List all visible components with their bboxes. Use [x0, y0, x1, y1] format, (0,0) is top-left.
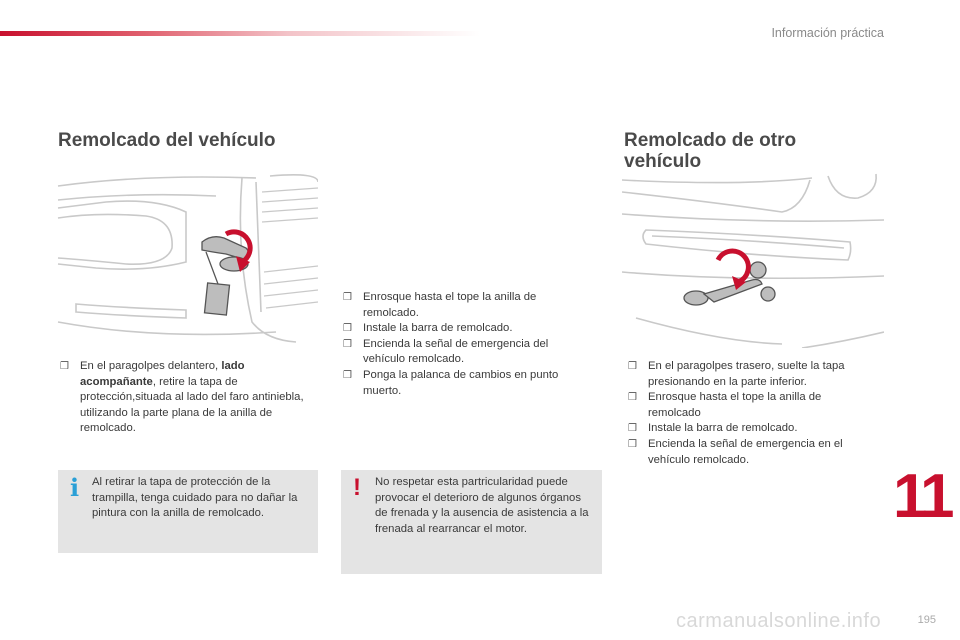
- checkbox-bullet-icon: ❒: [628, 438, 637, 450]
- page-number: 195: [917, 614, 936, 626]
- warning-note-text: No respetar esta partricularidad puede provocar el deterioro de algunos órganos de frenada y la ausencia de asistencia a la frenada al rearrancar el motor.: [375, 476, 589, 535]
- left-section-title: Remolcado del vehículo: [58, 130, 276, 151]
- front-bumper-illustration: [56, 172, 318, 344]
- exclamation-icon: !: [353, 474, 361, 501]
- list-item: ❒ En el paragolpes trasero, suelte la tapa presionando en la parte inferior.: [628, 360, 845, 388]
- header-accent-bar: [0, 31, 480, 36]
- rear-bumper-illustration: [622, 172, 884, 348]
- warning-note: [341, 470, 602, 574]
- info-note: [58, 470, 318, 553]
- checkbox-bullet-icon: ❒: [343, 323, 352, 335]
- checkbox-bullet-icon: ❒: [628, 392, 637, 404]
- list-item: ❒ Encienda la señal de emergencia en el vehículo remolcado.: [628, 437, 843, 466]
- checkbox-bullet-icon: ❒: [343, 338, 352, 350]
- right-bullet-list: [626, 359, 876, 468]
- list-item: ❒ Enrosque hasta el tope la anilla de remolcado: [628, 391, 822, 419]
- checkbox-bullet-icon: ❒: [343, 369, 352, 381]
- list-item: ❒ En el paragolpes delantero, lado acompañante, retire la tapa de protección,situada al lado del faro antiniebla, utilizando la parte plana de la anilla de remolcado.: [60, 360, 304, 435]
- middle-bullet-list: [341, 290, 591, 399]
- checkbox-bullet-icon: ❒: [343, 292, 352, 303]
- chapter-number: 11: [893, 462, 951, 531]
- checkbox-bullet-icon: ❒: [628, 361, 637, 372]
- info-note-text: Al retirar la tapa de protección de la trampilla, tenga cuidado para no dañar la pintura con la anilla de remolcado.: [92, 476, 298, 520]
- list-item: ❒ Encienda la señal de emergencia del vehículo remolcado.: [343, 337, 549, 366]
- list-item: ❒ Ponga la palanca de cambios en punto muerto.: [343, 368, 559, 397]
- info-icon: i: [70, 473, 80, 502]
- checkbox-bullet-icon: ❒: [628, 423, 637, 435]
- list-item: ❒ Instale la barra de remolcado.: [626, 421, 876, 437]
- left-bullet-list: [58, 359, 308, 437]
- list-item: ❒ Instale la barra de remolcado.: [341, 321, 591, 337]
- checkbox-bullet-icon: ❒: [60, 361, 69, 372]
- section-title: Información práctica: [771, 26, 884, 40]
- right-section-title: Remolcado de otro vehículo: [624, 130, 797, 172]
- list-item: ❒ Enrosque hasta el tope la anilla de remolcado.: [343, 291, 537, 319]
- watermark: carmanualsonline.info: [676, 610, 882, 632]
